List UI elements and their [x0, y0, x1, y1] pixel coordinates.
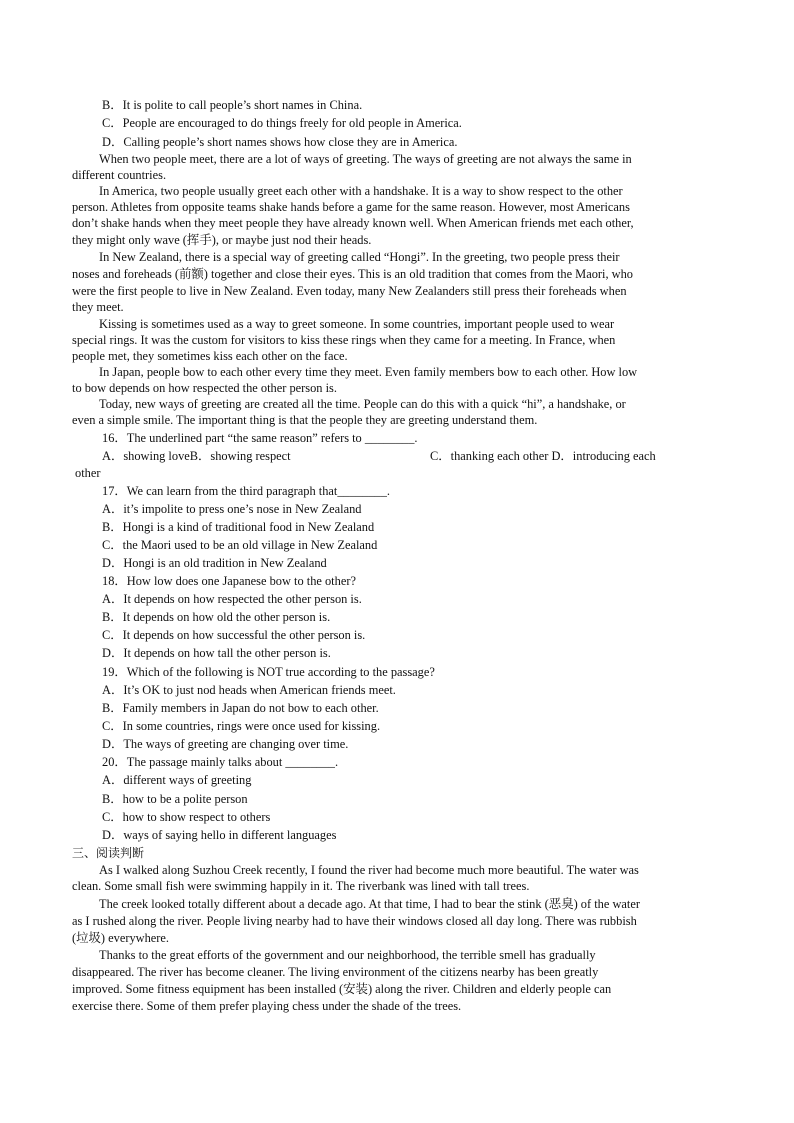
prev-option-d: D．Calling people’s short names shows how close they are in America. [102, 135, 458, 149]
question-16-options-cd: C．thanking each other D．introducing each [430, 449, 656, 463]
question-20-option-a: A．different ways of greeting [102, 773, 252, 787]
question-19-stem: 19．Which of the following is NOT true according to the passage? [102, 665, 435, 679]
question-17-option-d: D．Hongi is an old tradition in New Zealand [102, 556, 327, 570]
passage-b-line: As I walked along Suzhou Creek recently, I found the river had become much more beautiful. The water was [99, 863, 639, 877]
passage-a-line: In Japan, people bow to each other every time they meet. Even family members bow to each other. How low [99, 365, 638, 379]
question-20-stem: 20．The passage mainly talks about ________. [102, 755, 339, 769]
passage-b-line: Thanks to the great efforts of the government and our neighborhood, the terrible smell has gradually [99, 948, 596, 962]
passage-a-line: person. Athletes from opposite teams shake hands before a game for the same reason. However, most Americans [72, 200, 630, 214]
passage-a-line: even a simple smile. The important thing is that the people they are greeting understand them. [72, 413, 538, 427]
question-19-option-a: A．It’s OK to just nod heads when American friends meet. [102, 683, 396, 697]
question-19-option-d: D．The ways of greeting are changing over time. [102, 737, 349, 751]
question-16-options-wrap: other [75, 466, 101, 480]
passage-b-line: (垃圾) everywhere. [72, 931, 170, 945]
question-16-options-row [102, 448, 742, 464]
prev-option-c: C．People are encouraged to do things freely for old people in America. [102, 116, 462, 130]
question-20-option-b: B．how to be a polite person [102, 792, 248, 806]
passage-a-line: Today, new ways of greeting are created all the time. People can do this with a quick “hi”, a handshake, or [99, 397, 626, 411]
question-18-option-a: A．It depends on how respected the other person is. [102, 592, 362, 606]
question-19-option-b: B．Family members in Japan do not bow to each other. [102, 701, 379, 715]
question-18-option-b: B．It depends on how old the other person is. [102, 610, 331, 624]
passage-a-line: Kissing is sometimes used as a way to greet someone. In some countries, important people used to wear [99, 317, 615, 331]
question-20-option-d: D．ways of saying hello in different languages [102, 828, 337, 842]
passage-a-line: people met, they sometimes kiss each other on the face. [72, 349, 348, 363]
passage-b-line: The creek looked totally different about a decade ago. At that time, I had to bear the stink (恶臭) of the water [99, 897, 640, 911]
question-16-stem: 16．The underlined part “the same reason” refers to ________. [102, 431, 418, 445]
question-19-option-c: C．In some countries, rings were once used for kissing. [102, 719, 381, 733]
passage-a-line: don’t shake hands when they meet people they have already known well. When American friends met each other, [72, 216, 634, 230]
question-18-stem: 18．How low does one Japanese bow to the other? [102, 574, 356, 588]
question-16-options-ab: A．showing loveB．showing respect [102, 449, 291, 463]
passage-b-line: clean. Some small fish were swimming happily in it. The riverbank was lined with tall trees. [72, 879, 530, 893]
passage-a-line: In America, two people usually greet each other with a handshake. It is a way to show respect to the other [99, 184, 623, 198]
passage-a-line: to bow depends on how respected the other person is. [72, 381, 337, 395]
passage-a-line: special rings. It was the custom for visitors to kiss these rings when they came for a meeting. In France, when [72, 333, 616, 347]
passage-a-line: noses and foreheads (前额) together and close their eyes. This is an old tradition that comes from the Maori, who [72, 267, 633, 281]
passage-b-line: improved. Some fitness equipment has been installed (安装) along the river. Children and elderly people can [72, 982, 612, 996]
passage-a-line: different countries. [72, 168, 167, 182]
passage-b-line: disappeared. The river has become cleaner. The living environment of the citizens nearby has been greatly [72, 965, 599, 979]
passage-a-line: In New Zealand, there is a special way of greeting called “Hongi”. In the greeting, two people press their [99, 250, 620, 264]
question-17-option-c: C．the Maori used to be an old village in New Zealand [102, 538, 378, 552]
passage-a-line: When two people meet, there are a lot of ways of greeting. The ways of greeting are not always the same in [99, 152, 632, 166]
question-18-option-c: C．It depends on how successful the other person is. [102, 628, 366, 642]
passage-a-line: they might only wave (挥手), or maybe just nod their heads. [72, 233, 372, 247]
question-17-option-b: B．Hongi is a kind of traditional food in New Zealand [102, 520, 375, 534]
question-20-option-c: C．how to show respect to others [102, 810, 271, 824]
passage-b-line: as I rushed along the river. People living nearby had to have their windows closed all day long. There was rubbish [72, 914, 637, 928]
prev-option-b: B．It is polite to call people’s short names in China. [102, 98, 363, 112]
passage-a-line: were the first people to live in New Zealand. Even today, many New Zealanders still press their foreheads when [72, 284, 627, 298]
passage-a-line: they meet. [72, 300, 124, 314]
question-18-option-d: D．It depends on how tall the other person is. [102, 646, 331, 660]
question-17-stem: 17．We can learn from the third paragraph that________. [102, 484, 391, 498]
section-heading: 三、阅读判断 [72, 846, 145, 860]
passage-b-line: exercise there. Some of them prefer playing chess under the shade of the trees. [72, 999, 462, 1013]
question-17-option-a: A．it’s impolite to press one’s nose in New Zealand [102, 502, 362, 516]
